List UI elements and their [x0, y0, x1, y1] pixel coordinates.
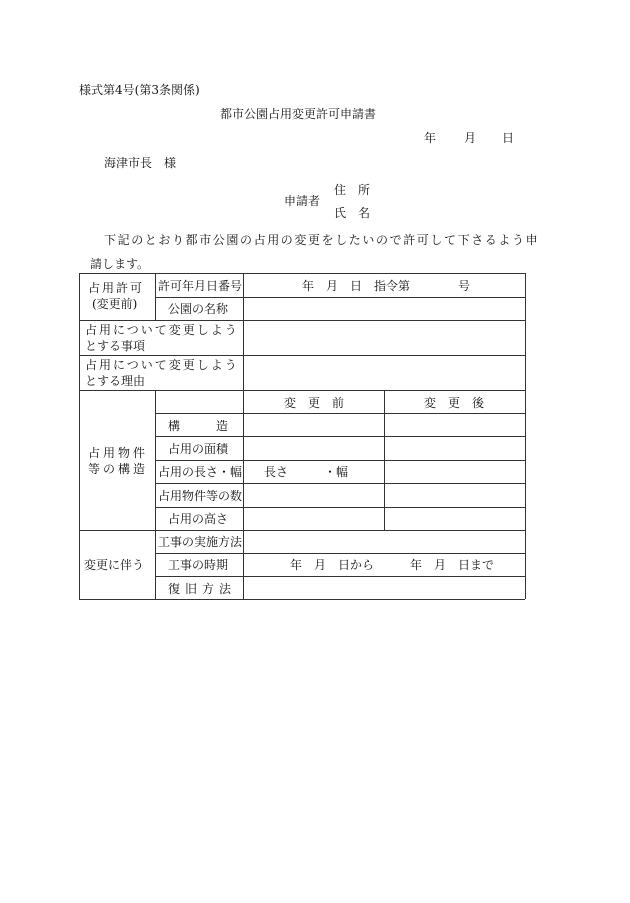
length-width-row-label: 占用の長さ・幅: [158, 465, 243, 479]
accompany-change-label: 変更に伴う: [84, 558, 145, 572]
change-matter-label-2: とする事項: [85, 339, 146, 353]
form-title: 都市公園占用変更許可申請書: [220, 107, 377, 121]
date-year-label: 年: [424, 131, 437, 145]
permit-date-number-value: 年 月 日 指令第 号: [302, 279, 471, 293]
structure-label-2: 等の構造: [88, 462, 149, 476]
addressee: 海津市長 様: [104, 156, 177, 170]
change-reason-label-1: 占用について変更しよう: [85, 358, 239, 372]
length-width-value: 長さ ・幅: [264, 465, 349, 479]
structure-label-1: 占用物件: [88, 446, 149, 460]
before-change-header: 変 更 前: [284, 396, 345, 410]
permit-date-number-label: 許可年月日番号: [158, 279, 243, 293]
restoration-method-label: 復旧方法: [168, 582, 237, 596]
request-text-line-1: 下記のとおり都市公園の占用の変更をしたいので許可して下さるよう申: [104, 233, 540, 247]
permit-label: 占用許可: [88, 281, 145, 295]
applicant-name-label: 氏 名: [334, 206, 371, 220]
applicant-label: 申請者: [284, 194, 321, 208]
count-row-label: 占用物件等の数: [158, 489, 243, 503]
date-day-label: 日: [502, 131, 515, 145]
change-reason-label-2: とする理由: [85, 374, 146, 388]
request-text-line-2: 請します。: [90, 257, 150, 271]
after-change-header: 変 更 後: [424, 396, 485, 410]
construction-period-label: 工事の時期: [168, 558, 229, 572]
construction-method-label: 工事の実施方法: [158, 535, 243, 549]
construction-period-value: 年 月 日から 年 月 日まで: [290, 558, 495, 572]
permit-before-label: (変更前): [92, 297, 138, 311]
date-month-label: 月: [464, 131, 477, 145]
structure-row-label: 構 造: [168, 419, 229, 433]
form-number: 様式第4号(第3条関係): [79, 83, 200, 97]
change-matter-label-1: 占用について変更しよう: [85, 323, 239, 337]
area-row-label: 占用の面積: [168, 442, 229, 456]
park-name-label: 公園の名称: [168, 302, 229, 316]
height-row-label: 占用の高さ: [168, 512, 229, 526]
applicant-address-label: 住 所: [334, 183, 371, 197]
